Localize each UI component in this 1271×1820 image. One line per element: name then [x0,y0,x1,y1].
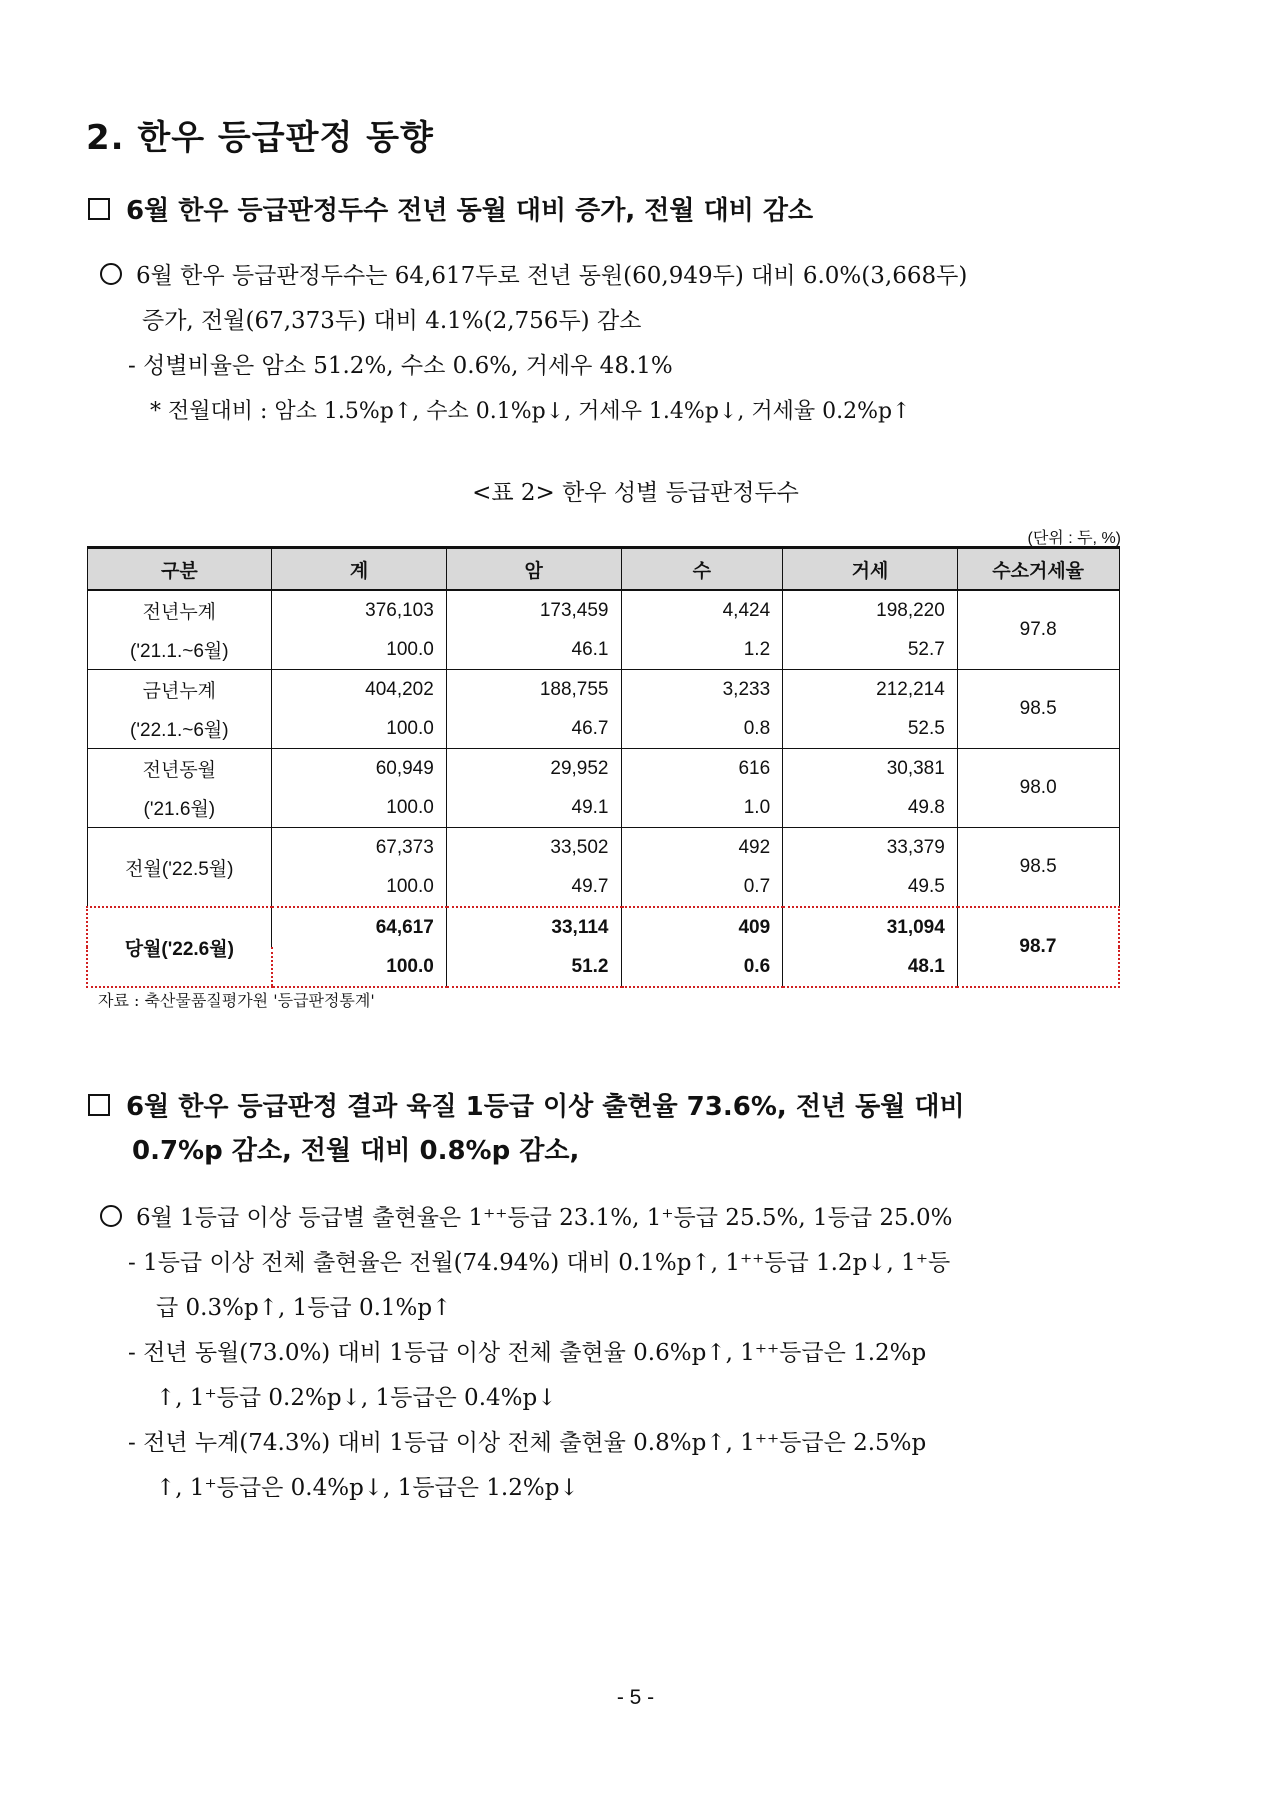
section1-body [100,254,1130,434]
table-cell: 29,952 [446,749,621,789]
dash-item: - 전년 동월(73.0%) 대비 1등급 이상 전체 출현율 0.6%p↑, 1⁺⁺등급은 1.2%p [128,1340,927,1366]
section-heading: 2. 한우 등급판정 동향 [86,118,434,158]
checkbox-bullet-icon [88,1094,110,1116]
table-cell: 100.0 [272,788,447,828]
table-cell: 67,373 [272,828,447,868]
table-cell: 49.5 [783,867,958,907]
row-label: ('21.1.~6월) [87,630,272,670]
table-cell: 33,114 [446,907,621,947]
grading-table [86,546,1120,988]
table-row [87,749,1119,789]
circle-bullet-icon [100,263,122,285]
header-cell: 암 [446,548,621,591]
paragraph-text: 6월 1등급 이상 등급별 출현율은 1⁺⁺등급 23.1%, 1⁺등급 25.5%, 1등급 25.0% [136,1205,953,1231]
table-cell: 0.8 [621,709,783,749]
ratio-cell: 98.5 [957,670,1119,749]
paragraph-text: 6월 한우 등급판정두수는 64,617두로 전년 동원(60,949두) 대비 6.0%(3,668두) [136,263,968,289]
paragraph-line [100,1196,1130,1241]
checkbox-bullet-icon [88,198,110,220]
table-cell: 0.7 [621,867,783,907]
table-cell: 100.0 [272,709,447,749]
dash-item: - 1등급 이상 전체 출현율은 전월(74.94%) 대비 0.1%p↑, 1⁺⁺등급 1.2p↓, 1⁺등 [128,1250,951,1276]
circle-bullet-icon [100,1205,122,1227]
table-cell: 188,755 [446,670,621,710]
table-cell: 100.0 [272,947,447,987]
header-cell: 수 [621,548,783,591]
current-month-row [87,907,1119,947]
table-row [87,828,1119,868]
table-cell: 49.8 [783,788,958,828]
table-cell: 33,502 [446,828,621,868]
table-cell: 52.7 [783,630,958,670]
table-cell: 1.0 [621,788,783,828]
table-cell: 616 [621,749,783,789]
subsection-title-text: 6월 한우 등급판정두수 전년 동월 대비 증가, 전월 대비 감소 [126,196,814,226]
subsection-title-text: 0.7%p 감소, 전월 대비 0.8%p 감소, [132,1136,580,1166]
table-cell: 409 [621,907,783,947]
table-cell: 100.0 [272,867,447,907]
table-cell: 30,381 [783,749,958,789]
dash-item-cont: 급 0.3%p↑, 1등급 0.1%p↑ [156,1295,452,1321]
page-number: - 5 - [616,1686,655,1709]
row-label: 금년누계 [87,670,272,710]
header-cell: 거세 [783,548,958,591]
table-cell: 1.2 [621,630,783,670]
table-cell: 404,202 [272,670,447,710]
subsection-title-text: 6월 한우 등급판정 결과 육질 1등급 이상 출현율 73.6%, 전년 동월 대비 [126,1092,965,1122]
ratio-cell: 98.5 [957,828,1119,908]
dash-item-cont: ↑, 1⁺등급 0.2%p↓, 1등급은 0.4%p↓ [156,1385,557,1411]
table-cell: 52.5 [783,709,958,749]
table-cell: 0.6 [621,947,783,987]
header-cell: 수소거세율 [957,548,1119,591]
dash-item: - 전년 누계(74.3%) 대비 1등급 이상 전체 출현율 0.8%p↑, 1⁺⁺등급은 2.5%p [128,1430,927,1456]
paragraph-line: 증가, 전월(67,373두) 대비 4.1%(2,756두) 감소 [142,308,642,334]
table-row [87,590,1119,630]
table-cell: 48.1 [783,947,958,987]
subsection-title-2 [88,1090,965,1168]
table-header-row [87,548,1119,591]
table-row [87,670,1119,710]
row-label: ('21.6월) [87,788,272,828]
table-cell: 173,459 [446,590,621,630]
table-source: 자료 : 축산물품질평가원 '등급판정통계' [98,991,375,1010]
table-cell: 60,949 [272,749,447,789]
row-label: 전년누계 [87,590,272,630]
table-cell: 49.7 [446,867,621,907]
table-cell: 492 [621,828,783,868]
row-label: ('22.1.~6월) [87,709,272,749]
table-cell: 376,103 [272,590,447,630]
table-caption: <표 2> 한우 성별 등급판정두수 [472,480,799,506]
paragraph-line [100,254,1130,299]
section2-body [100,1196,1130,1511]
table-cell: 33,379 [783,828,958,868]
table-cell: 4,424 [621,590,783,630]
table-cell: 64,617 [272,907,447,947]
ratio-cell: 98.0 [957,749,1119,828]
table-cell: 46.7 [446,709,621,749]
table-cell: 49.1 [446,788,621,828]
table-cell: 3,233 [621,670,783,710]
table-cell: 51.2 [446,947,621,987]
row-label: 전년동월 [87,749,272,789]
table-cell: 100.0 [272,630,447,670]
table-cell: 46.1 [446,630,621,670]
ratio-cell: 98.7 [957,907,1119,987]
dash-item: - 성별비율은 암소 51.2%, 수소 0.6%, 거세우 48.1% [128,353,673,379]
header-cell: 구분 [87,548,272,591]
header-cell: 계 [272,548,447,591]
table-cell: 198,220 [783,590,958,630]
table-cell: 212,214 [783,670,958,710]
note-item: * 전월대비 : 암소 1.5%p↑, 수소 0.1%p↓, 거세우 1.4%p↓, 거세율 0.2%p↑ [150,399,911,424]
row-label: 전월('22.5월) [87,828,272,908]
row-label: 당월('22.6월) [87,907,272,987]
subsection-title-1 [88,190,813,227]
table-cell: 31,094 [783,907,958,947]
dash-item-cont: ↑, 1⁺등급은 0.4%p↓, 1등급은 1.2%p↓ [156,1475,579,1501]
table-unit: (단위 : 두, %) [1027,530,1121,547]
ratio-cell: 97.8 [957,590,1119,670]
